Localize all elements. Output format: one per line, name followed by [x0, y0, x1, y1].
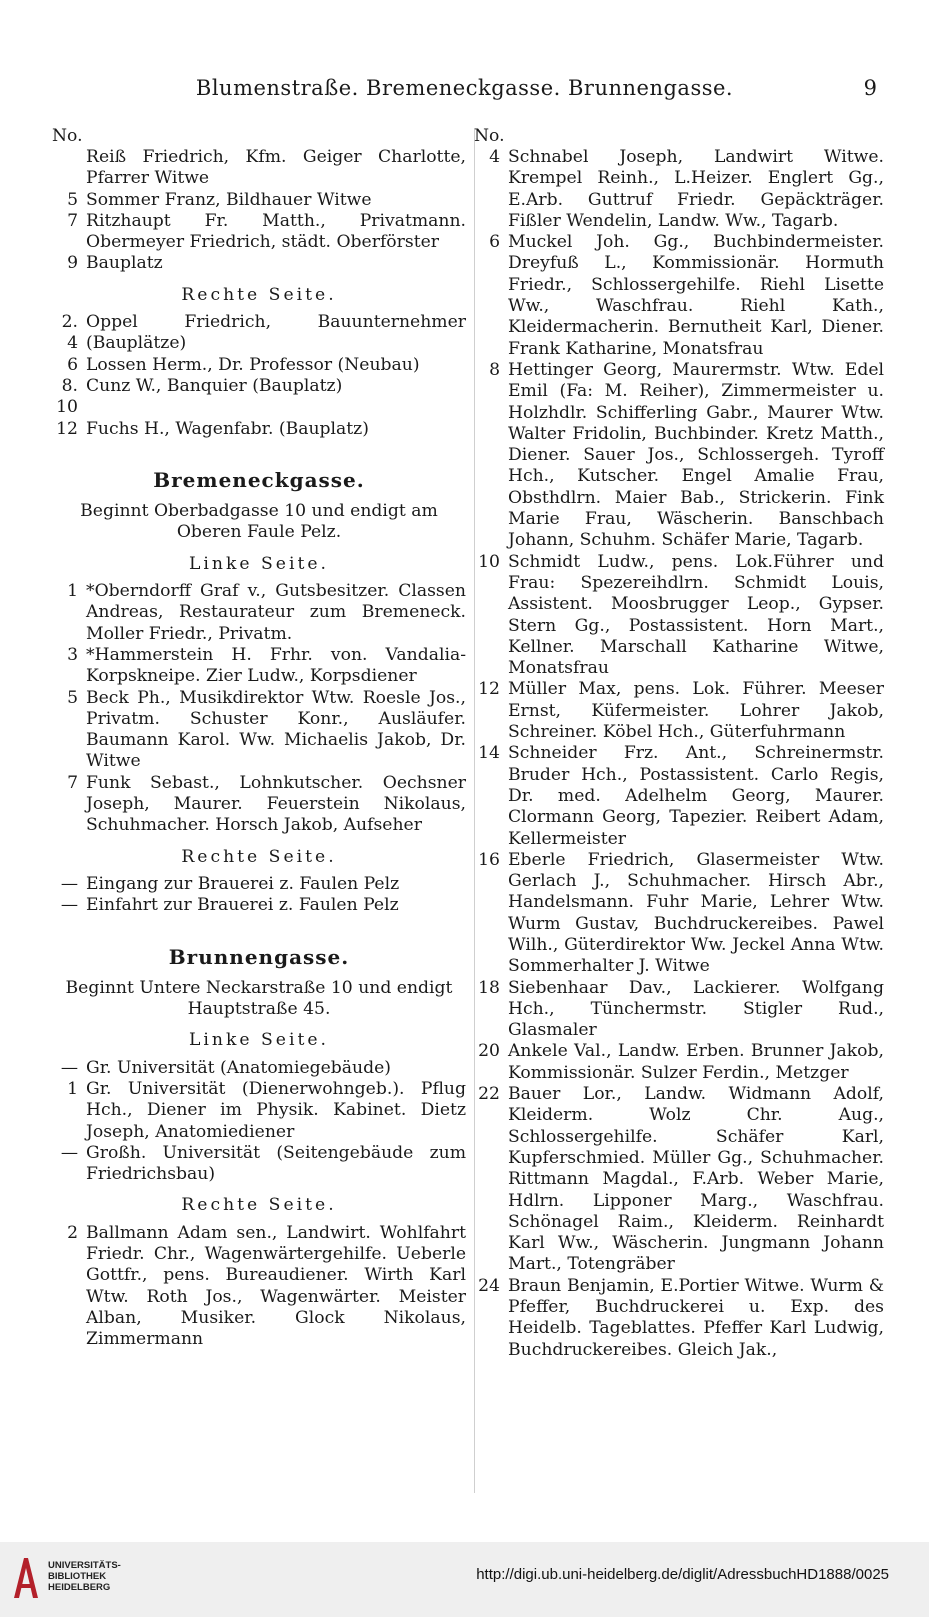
entries-brunnengasse-right [52, 1223, 466, 1351]
house-number: 7 [67, 210, 78, 231]
house-number: 20 [478, 1041, 500, 1062]
house-number: — [60, 1057, 78, 1078]
street-heading-bremeneckgasse: Bremeneckgasse. [153, 467, 365, 492]
entry-text: Ritzhaupt Fr. Matth., Privatmann. Obermeyer Friedrich, städt. Oberförster [86, 210, 466, 253]
section-heading-left-side: Linke Seite. [188, 1030, 329, 1051]
entry-text: Lossen Herm., Dr. Professor (Neubau) [86, 354, 420, 375]
section-heading-right-side: Rechte Seite. [181, 1195, 337, 1216]
directory-entry [52, 874, 466, 895]
entry-text: Müller Max, pens. Lok. Führer. Meeser Ernst, Küfermeister. Lohrer Jakob, Schreiner. Köbel Hch., Güterfuhrmann [508, 679, 884, 743]
entries-bremeneckgasse-right [52, 874, 466, 917]
directory-entry [52, 1058, 466, 1079]
entries-brunnengasse-left [52, 1058, 466, 1186]
directory-entry [474, 552, 884, 680]
house-number: 7 [67, 772, 78, 793]
house-number: 6 [67, 354, 78, 375]
directory-entry [474, 360, 884, 552]
directory-entry [474, 978, 884, 1042]
directory-entry [52, 355, 466, 376]
house-number: 8. 10 [56, 375, 78, 418]
entry-text: Schmidt Ludw., pens. Lok.Führer und Frau: Spezereihdlrn. Schmidt Louis, Assistent. Moosbrugger Leop., Gypser. Stern Gg., Postassistent. Horn Mart., Kellner. Marschall Katharine Witwe, Monatsfrau [508, 551, 884, 679]
directory-entry [474, 232, 884, 360]
house-number: 2 [67, 1222, 78, 1243]
entries-brunnengasse-right-cont [474, 147, 884, 1361]
directory-entry [474, 147, 884, 232]
directory-entry [52, 1223, 466, 1351]
entries-bremeneckgasse-left [52, 581, 466, 837]
house-number: 12 [478, 679, 500, 700]
library-name: UNIVERSITÄTS- BIBLIOTHEK HEIDELBERG [48, 1560, 121, 1593]
directory-entry [52, 419, 466, 440]
street-heading-brunnengasse: Brunnengasse. [168, 944, 350, 969]
house-number: 8 [489, 359, 500, 380]
directory-entry [52, 211, 466, 254]
directory-entry [52, 1079, 466, 1143]
directory-entry [474, 850, 884, 978]
directory-entry [52, 312, 466, 355]
house-number: 5 [67, 687, 78, 708]
house-number: 4 [489, 147, 500, 167]
directory-entry [52, 688, 466, 773]
house-number: — [60, 1142, 78, 1163]
entry-text: Reiß Friedrich, Kfm. Geiger Charlotte, Pfarrer Witwe [86, 147, 466, 189]
house-number [52, 147, 86, 190]
house-number: 16 [478, 849, 500, 870]
entries-blumenstrasse-right [52, 312, 466, 440]
entry-text: Gr. Universität (Dienerwohngeb.). Pflug Hch., Diener im Physik. Kabinet. Dietz Joseph, Anatomiediener [86, 1078, 466, 1142]
directory-entry [52, 773, 466, 837]
entry-text: Oppel Friedrich, Bauunternehmer (Bauplätze) [86, 312, 466, 354]
house-number: 18 [478, 977, 500, 998]
directory-entry [474, 1276, 884, 1361]
source-url-link[interactable]: http://digi.ub.uni-heidelberg.de/diglit/AdressbuchHD1888/0025 [476, 1566, 889, 1583]
directory-entry [52, 1143, 466, 1186]
house-number: — [60, 895, 78, 916]
section-heading-right-side: Rechte Seite. [181, 284, 337, 305]
section-heading-left-side: Linke Seite. [188, 553, 329, 574]
entries-blumenstrasse-left [52, 147, 466, 275]
footer-bar [0, 1542, 929, 1617]
entry-text: Sommer Franz, Bildhauer Witwe [86, 189, 372, 210]
directory-entry [52, 253, 466, 274]
house-number: 1 [67, 1078, 78, 1099]
entry-text: Fuchs H., Wagenfabr. (Bauplatz) [86, 418, 369, 439]
directory-entry [474, 679, 884, 743]
entry-text: Schnabel Joseph, Landwirt Witwe. Krempel Reinh., L.Heizer. Englert Gg., E.Arb. Guttruf Friedr. Gepäckträger. Fißler Wendelin, Landw. Ww., Tagarb. [508, 147, 884, 231]
house-number: 6 [489, 232, 500, 253]
running-title: Blumenstraße. Bremeneckgasse. Brunnengasse. [195, 76, 734, 100]
directory-entry [52, 645, 466, 688]
house-number: 9 [67, 253, 78, 274]
entry-text: *Hammerstein H. Frhr. von. Vandalia-Korpskneipe. Zier Ludw., Korpsdiener [86, 644, 466, 687]
entry-text: Beck Ph., Musikdirektor Wtw. Roesle Jos., Privatm. Schuster Konr., Ausläufer. Baumann Karol. Ww. Michaelis Jakob, Dr. Witwe [86, 687, 466, 772]
number-heading: No. [474, 126, 505, 146]
house-number: 2. 4 [61, 312, 78, 354]
directory-entry [52, 376, 466, 419]
house-number: 22 [478, 1084, 500, 1105]
library-logo-icon [10, 1554, 42, 1602]
directory-entry [474, 1084, 884, 1276]
entry-text: Hettinger Georg, Maurermstr. Wtw. Edel Emil (Fa: M. Reiher), Zimmermeister u. Holzhdlr. Schifferling Gabr., Maurer Wtw. Walter Fridolin, Buchbinder. Kretz Matth., Diener. Sauer Jos., Schlossergeh. Tyroff Hch., Kutscher. Engel Amalie Frau, Obsthdlrn. Maier Bab., Strickerin. Fink Marie Frau, Wäscherin. Banschbach Johann, Schuhm. Schäfer Marie, Tagarb. [508, 359, 884, 551]
street-description: Beginnt Oberbadgasse 10 und endigt am Oberen Faule Pelz. [80, 501, 438, 543]
directory-entry [474, 743, 884, 849]
house-number: 24 [478, 1275, 500, 1296]
entry-text: Gr. Universität (Anatomiegebäude) [86, 1057, 392, 1078]
entry-text: Eberle Friedrich, Glasermeister Wtw. Gerlach J., Schuhmacher. Hirsch Abr., Handelsmann. Fuhr Marie, Lehrer Wtw. Wurm Gustav, Buchdruckereibes. Pawel Wilh., Güterdirektor Ww. Jeckel Anna Wtw. Sommerhalter J. Witwe [508, 849, 884, 977]
house-number: 12 [56, 418, 78, 439]
directory-entry [52, 147, 466, 190]
house-number: — [60, 873, 78, 894]
entry-text: Großh. Universität (Seitengebäude zum Friedrichsbau) [86, 1142, 466, 1185]
entry-text: Ankele Val., Landw. Erben. Brunner Jakob, Kommissionär. Sulzer Ferdin., Metzger [508, 1041, 884, 1083]
entry-text: Siebenhaar Dav., Lackierer. Wolfgang Hch., Tünchermstr. Stigler Rud., Glasmaler [508, 977, 884, 1041]
entry-text: Einfahrt zur Brauerei z. Faulen Pelz [86, 895, 399, 916]
entry-text: Muckel Joh. Gg., Buchbindermeister. Dreyfuß L., Kommissionär. Hormuth Friedr., Schlossergehilfe. Riehl Lisette Ww., Waschfrau. Riehl Kath., Kleidermacherin. Bernutheit Karl, Diener. Frank Katharine, Monatsfrau [508, 232, 884, 359]
entry-text: Bauer Lor., Landw. Widmann Adolf, Kleiderm. Wolz Chr. Aug., Schlossergehilfe. Schäfer Karl, Kupferschmied. Müller Gg., Schuhmacher. Rittmann Magdal., F.Arb. Weber Marie, Hdlrn. Lipponer Marg., Waschfrau. Schönagel Raim., Kleiderm. Reinhardt Karl Ww., Wäscherin. Jungmann Johann Mart., Totengräber [508, 1084, 884, 1275]
entry-text: Eingang zur Brauerei z. Faulen Pelz [86, 873, 400, 894]
left-column [52, 126, 466, 1351]
entry-text: Schneider Frz. Ant., Schreinermstr. Bruder Hch., Postassistent. Carlo Regis, Dr. med. Adelhelm Georg, Maurer. Clormann Georg, Tapezier. Reibert Adam, Kellermeister [508, 743, 884, 849]
entry-text: Ballmann Adam sen., Landwirt. Wohlfahrt Friedr. Chr., Wagenwärtergehilfe. Ueberle Gottfr., pens. Bureaudiener. Wirth Karl Wtw. Roth Jos., Wagenwärter. Meister Alban, Musiker. Glock Nikolaus, Zimmermann [86, 1222, 466, 1350]
directory-entry [474, 1041, 884, 1084]
entry-text: Braun Benjamin, E.Portier Witwe. Wurm & Pfeffer, Buchdruckerei u. Exp. des Heidelb. Tageblattes. Pfeffer Karl Ludwig, Buchdruckereibes. Gleich Jak., [508, 1275, 884, 1360]
house-number: 5 [67, 189, 78, 210]
entry-text: Cunz W., Banquier (Bauplatz) [86, 375, 343, 396]
house-number: 3 [67, 644, 78, 665]
entry-text: Bauplatz [86, 253, 163, 274]
right-column [474, 126, 884, 1361]
street-description: Beginnt Untere Neckarstraße 10 und endigt Hauptstraße 45. [65, 977, 453, 1020]
entry-text: Funk Sebast., Lohnkutscher. Oechsner Joseph, Maurer. Feuerstein Nikolaus, Schuhmacher. Horsch Jakob, Aufseher [86, 772, 466, 836]
page-header [0, 76, 929, 106]
number-heading: No. [52, 126, 83, 146]
directory-entry [52, 581, 466, 645]
page-number: 9 [863, 76, 877, 100]
entry-text: *Oberndorff Graf v., Gutsbesitzer. Classen Andreas, Restaurateur zum Bremeneck. Moller Friedr., Privatm. [86, 581, 466, 644]
house-number: 14 [478, 743, 500, 764]
directory-entry [52, 190, 466, 211]
section-heading-right-side: Rechte Seite. [181, 846, 337, 867]
house-number: 1 [67, 581, 78, 602]
directory-entry [52, 895, 466, 916]
house-number: 10 [478, 551, 500, 572]
